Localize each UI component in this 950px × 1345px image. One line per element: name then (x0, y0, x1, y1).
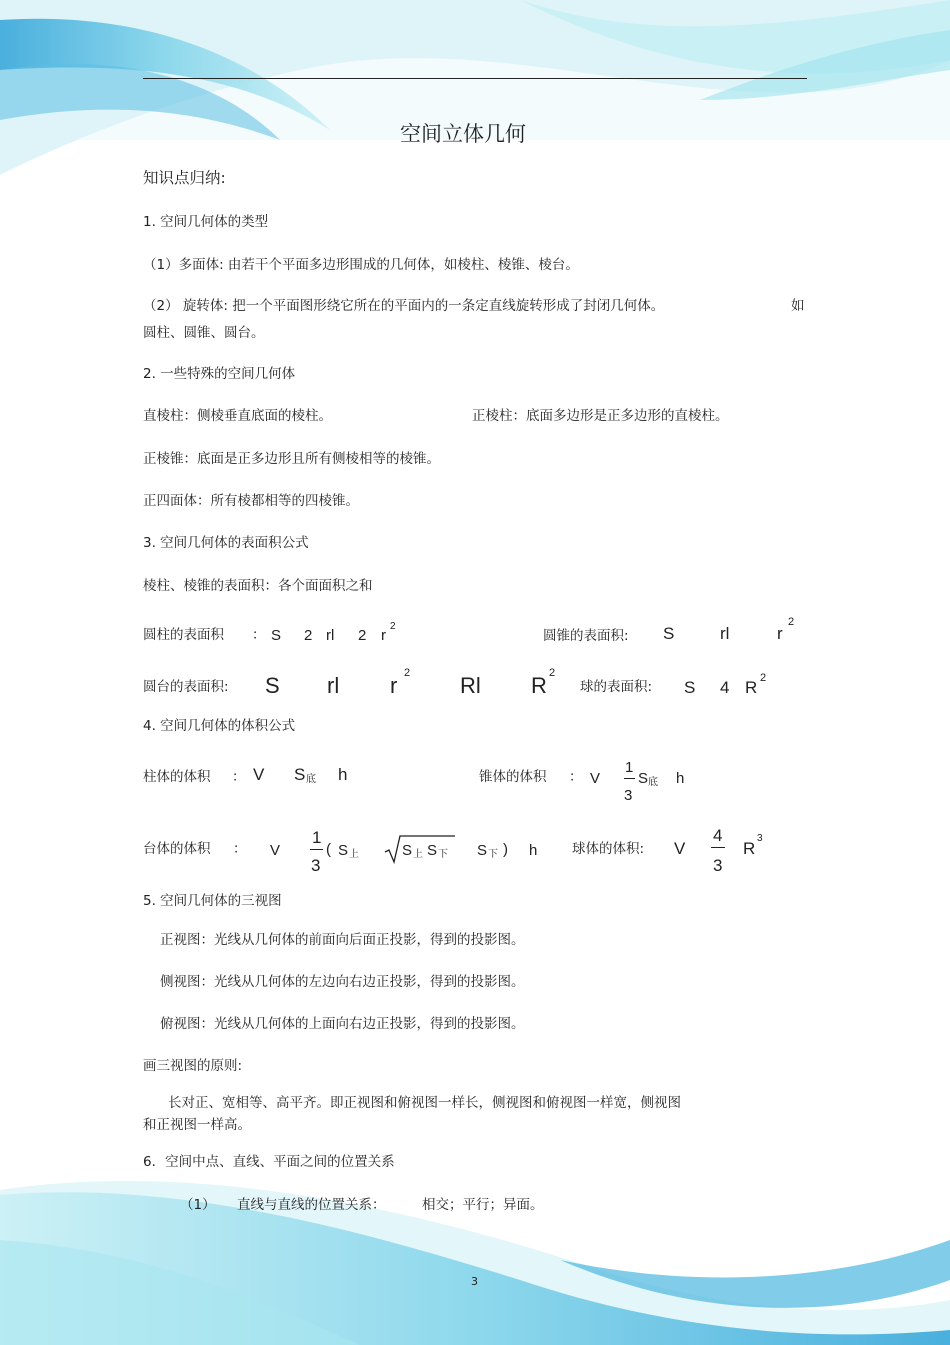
formula-symbol: R (745, 678, 758, 697)
formula-exponent: 2 (549, 667, 556, 679)
fraction-bar (711, 847, 725, 848)
formula-symbol: S (638, 770, 649, 787)
cylinder-surface-colon: ： (252, 627, 266, 643)
formula-subscript: 上 (349, 849, 359, 860)
page-number: 3 (471, 1275, 478, 1288)
formula-symbol: r (777, 624, 783, 643)
fraction-numerator: 4 (713, 826, 723, 845)
formula-exponent: 2 (760, 672, 767, 684)
fraction-bar (310, 849, 323, 850)
formula-symbol: ( (326, 841, 331, 858)
section-6-title: 6．空间中点、直线、平面之间的位置关系 (143, 1154, 395, 1170)
formula-symbol: V (270, 842, 281, 859)
formula-symbol: S (271, 627, 282, 644)
column-volume-label: 柱体的体积 (143, 769, 211, 785)
formula-symbol: R (743, 839, 756, 858)
fraction-denominator: 3 (624, 787, 633, 804)
formula-symbol: V (674, 839, 686, 858)
fraction-numerator: 1 (625, 759, 634, 776)
formula-symbol: R (531, 673, 547, 698)
formula-symbol: r (381, 627, 386, 644)
formula-symbol: rl (327, 673, 340, 698)
pyramid-volume-label: 锥体的体积 (479, 769, 547, 785)
formula-exponent: 2 (404, 667, 411, 679)
formula-exponent: 2 (788, 616, 795, 628)
regular-pyramid-definition: 正棱锥：底面是正多边形且所有侧棱相等的棱锥。 (143, 451, 440, 467)
page-title: 空间立体几何 (400, 122, 526, 146)
formula-symbol: Rl (460, 673, 481, 698)
side-view-definition: 侧视图：光线从几何体的左边向右边正投影，得到的投影图。 (160, 974, 525, 990)
formula-symbol: S (663, 624, 675, 643)
polyhedron-definition: （1）多面体: 由若干个平面多边形围成的几何体，如棱柱、棱锥、棱台。 (143, 257, 579, 273)
frustum-surface-label: 圆台的表面积: (143, 679, 229, 695)
fraction-denominator: 3 (713, 856, 723, 875)
three-view-principle-heading: 画三视图的原则: (143, 1058, 243, 1074)
formula-symbol: h (676, 770, 685, 787)
formula-symbol: S (427, 842, 438, 859)
solid-of-revolution-definition: （2） 旋转体: 把一个平面图形绕它所在的平面内的一条定直线旋转形成了封闭几何体。 (143, 298, 665, 314)
formula-symbol: S (294, 765, 306, 784)
formula-symbol: h (338, 765, 348, 784)
formula-symbol: S (477, 842, 488, 859)
line-relation-number: （1） (180, 1197, 216, 1213)
formula-symbol: r (390, 673, 398, 698)
fraction-numerator: 1 (312, 828, 322, 847)
three-view-principle-line-2: 和正视图一样高。 (143, 1117, 251, 1133)
line-relation-value: 相交；平行；异面。 (422, 1197, 544, 1213)
section-2-title: 2. 一些特殊的空间几何体 (143, 366, 296, 382)
regular-tetrahedron-definition: 正四面体：所有棱都相等的四棱锥。 (143, 493, 359, 509)
formula-subscript: 下 (438, 849, 448, 860)
formula-subscript: 底 (648, 777, 658, 788)
formula-symbol: S (684, 678, 696, 697)
section-4-title: 4. 空间几何体的体积公式 (143, 718, 296, 734)
cone-surface-label: 圆锥的表面积: (543, 628, 629, 644)
formula-symbol: S (338, 842, 349, 859)
sphere-surface-label: 球的表面积: (580, 679, 653, 695)
cylinder-surface-label: 圆柱的表面积 (143, 627, 224, 643)
formula-symbol: 4 (720, 678, 730, 697)
sphere-volume-label: 球体的体积: (572, 841, 645, 857)
formula-exponent: 3 (757, 833, 763, 844)
solid-of-revolution-definition-cont: 如 (791, 298, 805, 314)
section-1-title: 1. 空间几何体的类型 (143, 214, 269, 230)
fraction-denominator: 3 (311, 856, 321, 875)
top-view-definition: 俯视图：光线从几何体的上面向右边正投影，得到的投影图。 (160, 1016, 525, 1032)
formula-subscript: 下 (488, 849, 498, 860)
front-view-definition: 正视图：光线从几何体的前面向后面正投影，得到的投影图。 (160, 932, 525, 948)
formula-symbol: V (253, 765, 265, 784)
summary-heading: 知识点归纳: (143, 169, 226, 187)
pyramid-volume-colon: ： (569, 769, 583, 785)
fraction-bar (624, 778, 635, 779)
formula-symbol: V (590, 770, 601, 787)
formula-symbol: h (529, 842, 538, 859)
header-rule (143, 78, 807, 79)
column-volume-colon: ： (232, 769, 246, 785)
frustum-volume-colon: ： (233, 841, 247, 857)
formula-symbol: 2 (358, 627, 367, 644)
formula-symbol: ) (503, 841, 508, 858)
formula-symbol: 2 (304, 627, 313, 644)
formula-subscript: 上 (413, 849, 423, 860)
right-prism-definition: 直棱柱：侧棱垂直底面的棱柱。 (143, 408, 332, 424)
regular-prism-definition: 正棱柱：底面多边形是正多边形的直棱柱。 (472, 408, 729, 424)
formula-symbol: S (402, 842, 413, 859)
solid-of-revolution-examples: 圆柱、圆锥、圆台。 (143, 325, 265, 341)
formula-symbol: rl (720, 624, 730, 643)
formula-symbol: S (265, 673, 280, 698)
formula-exponent: 2 (390, 621, 396, 632)
frustum-volume-label: 台体的体积 (143, 841, 211, 857)
line-relation-label: 直线与直线的位置关系： (237, 1197, 386, 1213)
section-5-title: 5. 空间几何体的三视图 (143, 893, 282, 909)
formula-subscript: 底 (306, 774, 316, 785)
prism-surface-area-rule: 棱柱、棱锥的表面积：各个面面积之和 (143, 578, 373, 594)
three-view-principle-line-1: 长对正、宽相等、高平齐。即正视图和俯视图一样长，侧视图和俯视图一样宽，侧视图 (168, 1095, 681, 1111)
formula-symbol: rl (326, 627, 335, 644)
section-3-title: 3. 空间几何体的表面积公式 (143, 535, 309, 551)
